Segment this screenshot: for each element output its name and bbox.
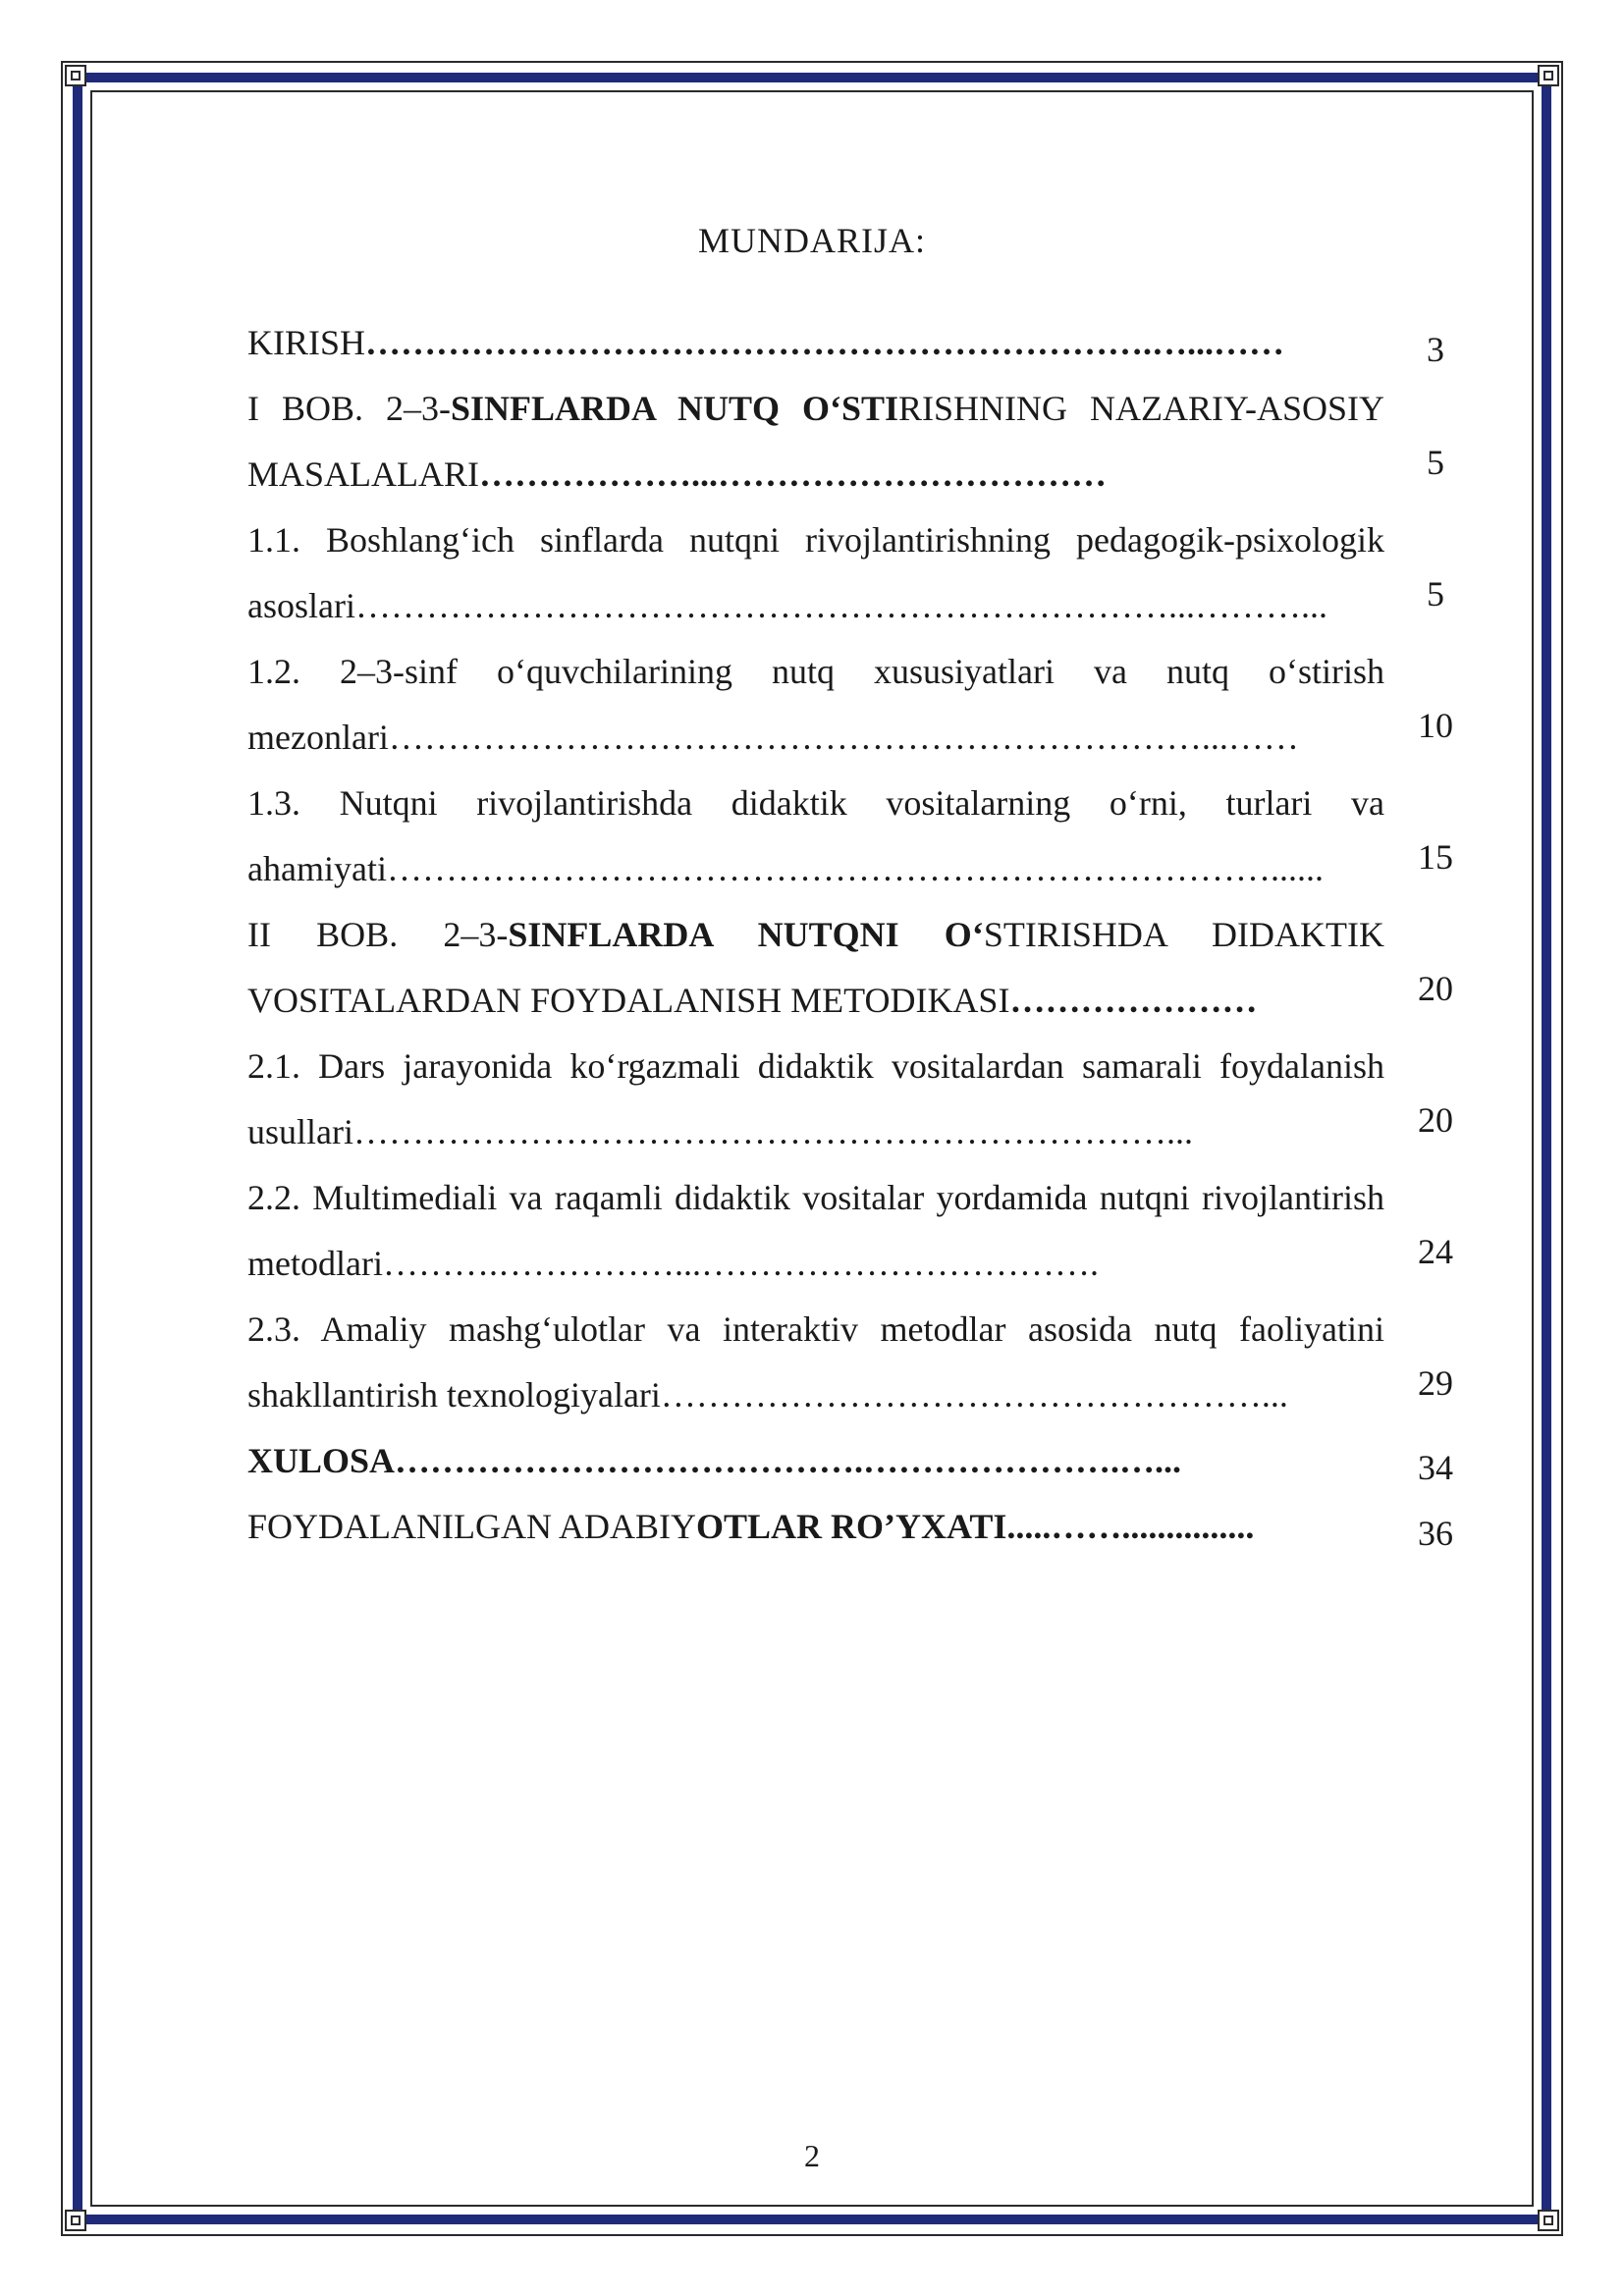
toc-entry-page-number: 24 — [1418, 1232, 1453, 1271]
toc-entry-page-number: 5 — [1427, 443, 1444, 482]
toc-entry[interactable] — [247, 507, 1465, 639]
toc-entry[interactable] — [247, 902, 1465, 1034]
toc-entry-title — [247, 902, 1384, 1034]
toc-entry-title — [247, 1034, 1384, 1165]
toc-entry-page-number: 10 — [1418, 706, 1453, 745]
toc-entry-text-segment: 1.3. Nutqni rivojlantirishda didaktik vositalarning o‘rni, turlari va ahamiyati…………………………………………………………………...... — [247, 783, 1384, 888]
toc-entry-text-segment: FOYDALANILGAN ADABIY — [247, 1507, 696, 1546]
toc-entry-page-number: 29 — [1418, 1363, 1453, 1403]
toc-entry[interactable] — [247, 1494, 1465, 1560]
toc-entry-title — [247, 1428, 1384, 1494]
toc-entry-text-segment: 2.2. Multimediali va raqamli didaktik vositalar yordamida nutqni rivojlantirish metodlari……….……………...……………………………. — [247, 1178, 1384, 1283]
toc-entry-text-segment: KIRISH — [247, 323, 366, 362]
toc-entry-text-segment: 2.1. Dars jarayonida ko‘rgazmali didaktik vositalardan samarali foydalanish usullari……………………………………………………………... — [247, 1046, 1384, 1151]
toc-entry-text-segment: I BOB. 2–3- — [247, 389, 451, 428]
toc-entry-text-segment: XULOSA………………………………….………………….…... — [247, 1441, 1182, 1480]
border-corner-ornament — [65, 65, 86, 86]
toc-entry-text-segment: 1.2. 2–3-sinf o‘quvchilarining nutq xususiyatlari va nutq o‘stirish mezonlari……………………………………………………………...…… — [247, 652, 1384, 757]
toc-entry-title — [247, 376, 1384, 507]
toc-entry-title — [247, 771, 1384, 902]
toc-entry-page-number: 3 — [1427, 330, 1444, 369]
toc-entry-page-number: 34 — [1418, 1448, 1453, 1487]
toc-entry-title — [247, 1165, 1384, 1297]
toc-entry-text-segment: ………………………………………………………….…...…… — [365, 323, 1285, 362]
toc-entry-title — [247, 310, 1384, 376]
toc-entry-text-segment: SINFLARDA NUTQNI O‘ — [508, 915, 984, 954]
border-corner-ornament — [65, 2210, 86, 2231]
toc-entry[interactable] — [247, 1297, 1465, 1428]
toc-entry-page-number: 15 — [1418, 837, 1453, 877]
table-of-contents — [247, 310, 1465, 1560]
toc-entry-page-number: 20 — [1418, 1100, 1453, 1140]
toc-entry-title — [247, 507, 1384, 639]
toc-entry-text-segment: II BOB. 2–3- — [247, 915, 509, 954]
toc-entry[interactable] — [247, 771, 1465, 902]
toc-entry[interactable] — [247, 1034, 1465, 1165]
toc-entry-page-number: 36 — [1418, 1514, 1453, 1553]
toc-entry[interactable] — [247, 376, 1465, 507]
border-corner-ornament — [1538, 65, 1559, 86]
toc-entry-page-number: 5 — [1427, 574, 1444, 614]
toc-entry-text-segment: SINFLARDA NUTQ O‘STI — [450, 389, 899, 428]
toc-entry-text-segment: OTLAR RO’YXATI.....……............... — [695, 1507, 1255, 1546]
toc-entry[interactable] — [247, 310, 1465, 376]
toc-entry[interactable] — [247, 639, 1465, 771]
toc-entry-title — [247, 1494, 1384, 1560]
page-number: 2 — [804, 2138, 820, 2173]
toc-entry-text-segment: ………………… — [1009, 981, 1258, 1020]
toc-entry[interactable] — [247, 1165, 1465, 1297]
toc-entry-text-segment: 1.1. Boshlang‘ich sinflarda nutqni rivojlantirishning pedagogik-psixologik asoslari……………………………………………………………...………... — [247, 520, 1384, 625]
border-corner-ornament — [1538, 2210, 1559, 2231]
toc-entry[interactable] — [247, 1428, 1465, 1494]
toc-entry-page-number: 20 — [1418, 969, 1453, 1008]
toc-entry-text-segment: RISHNING NAZARIY-ASOSIY MASALALARI — [247, 389, 1385, 494]
toc-entry-text-segment: 2.3. Amaliy mashg‘ulotlar va interaktiv metodlar asosida nutq faoliyatini shakllantirish texnologiyalari……………………………………………... — [247, 1309, 1384, 1415]
toc-entry-text-segment: ………………...…………………………… — [479, 454, 1108, 494]
toc-entry-text-segment: STIRISHDA DIDAKTIK VOSITALARDAN FOYDALANISH METODIKASI — [247, 915, 1384, 1020]
toc-title: MUNDARIJA: — [697, 221, 926, 260]
toc-entry-title — [247, 1297, 1384, 1428]
toc-entry-title — [247, 639, 1384, 771]
